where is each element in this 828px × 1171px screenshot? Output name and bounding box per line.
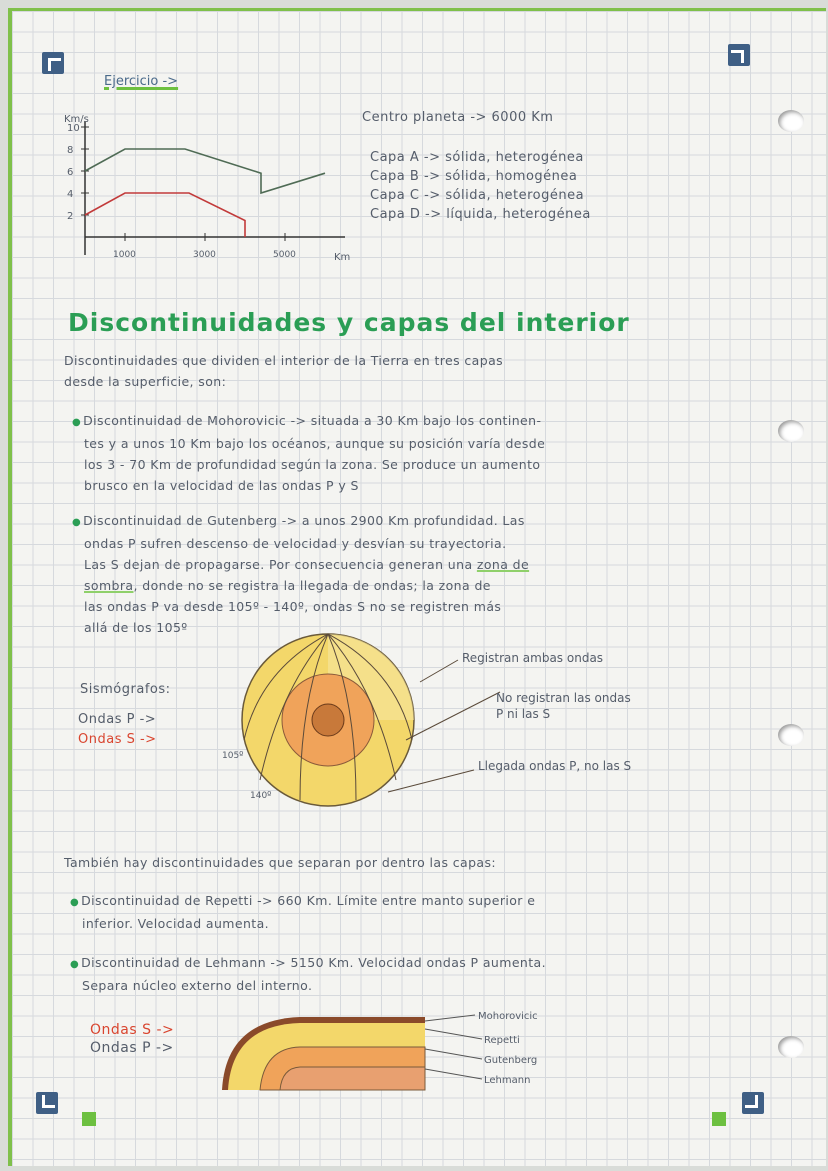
- layers-section-diagram: [220, 1005, 600, 1095]
- lehmann-paragraph: [70, 952, 546, 996]
- x-axis-label: Km: [334, 252, 351, 263]
- punch-hole: [778, 1036, 804, 1058]
- earth-shadow-zone-diagram: [220, 630, 780, 810]
- center-note: Centro planeta -> 6000 Km: [362, 110, 554, 125]
- corner-mark-icon: [36, 1092, 58, 1114]
- legend-s: Ondas S ->: [78, 732, 157, 747]
- text-line: allá de los 105º: [84, 620, 188, 635]
- legend-s-bottom: Ondas S ->: [90, 1022, 175, 1038]
- text-line: tes y a unos 10 Km bajo los océanos, aunque su posición varía desde: [84, 436, 546, 451]
- section-title: Discontinuidades y capas del interior: [68, 308, 630, 337]
- text-span: , donde no se registra la llegada de ondas; la zona de: [133, 578, 491, 593]
- highlight-sombra: sombra: [84, 578, 134, 593]
- text-line: [72, 410, 545, 433]
- corner-mark-icon: [728, 44, 750, 66]
- seismo-label: Sismógrafos:: [80, 682, 171, 697]
- corner-mark-icon: [742, 1092, 764, 1114]
- text-line: los 3 - 70 Km de profundidad según la zona. Se produce un aumento: [84, 457, 541, 472]
- legend-p-bottom: Ondas P ->: [90, 1040, 174, 1056]
- y-tick-label: 10: [67, 123, 80, 134]
- x-tick-label: 3000: [193, 250, 216, 260]
- text-line: brusco en la velocidad de las ondas P y S: [84, 478, 359, 493]
- text-line: Discontinuidades que dividen el interior de la Tierra en tres capas: [64, 353, 504, 368]
- text-line: Separa núcleo externo del interno.: [82, 978, 313, 993]
- highlight-zona: zona de: [476, 557, 530, 572]
- y-tick-label: 4: [67, 189, 74, 200]
- text-line: [72, 510, 529, 533]
- text-span: Las S dejan de propagarse. Por consecuencia generan una: [84, 557, 477, 572]
- corner-mark-icon: [42, 52, 64, 74]
- x-tick-label: 5000: [273, 250, 296, 260]
- text-line: ondas P sufren descenso de velocidad y desvían su trayectoria.: [84, 536, 507, 551]
- text-line: las ondas P va desde 105º - 140º, ondas S no se registren más: [84, 599, 502, 614]
- callout-both: Registran ambas ondas: [462, 651, 604, 665]
- layer-item: Capa A -> sólida, heterogénea: [370, 150, 584, 165]
- layer-item: Capa D -> líquida, heterogénea: [370, 207, 591, 222]
- punch-hole: [778, 724, 804, 746]
- exercise-heading: Ejercicio ->: [104, 74, 179, 89]
- also-intro: También hay discontinuidades que separan por dentro las capas:: [64, 855, 497, 870]
- text-line: [70, 890, 535, 913]
- green-square-icon: [82, 1112, 96, 1126]
- punch-hole: [778, 110, 804, 132]
- green-square-icon: [712, 1112, 726, 1126]
- text-line: [72, 554, 529, 575]
- callout-p-only: Llegada ondas P, no las S: [478, 759, 632, 773]
- text-line: [72, 575, 529, 596]
- label-mohorovicic: Mohorovicic: [478, 1011, 538, 1022]
- layer-item: Capa B -> sólida, homogénea: [370, 169, 578, 184]
- label-repetti: Repetti: [484, 1035, 520, 1046]
- y-axis-label: Km/s: [64, 114, 89, 125]
- layers-list: [370, 148, 591, 224]
- text-span: Discontinuidad de Repetti -> 660 Km. Límite entre manto superior e: [81, 893, 536, 908]
- callout-none-b: P ni las S: [496, 707, 551, 721]
- velocity-chart: [50, 100, 360, 270]
- callout-none-a: No registran las ondas: [496, 691, 631, 705]
- text-line: [70, 952, 546, 975]
- text-line: inferior. Velocidad aumenta.: [82, 916, 270, 931]
- label-gutenberg: Gutenberg: [484, 1055, 538, 1066]
- layer-item: Capa C -> sólida, heterogénea: [370, 188, 585, 203]
- series-line-ondas-p: [85, 149, 325, 193]
- angle-140: 140º: [250, 791, 272, 801]
- text-line: desde la superficie, son:: [64, 374, 227, 389]
- x-tick-label: 1000: [113, 250, 136, 260]
- label-lehmann: Lehmann: [484, 1075, 531, 1086]
- legend-p: Ondas P ->: [78, 712, 157, 727]
- intro-paragraph: [64, 350, 503, 392]
- y-tick-label: 6: [67, 167, 74, 178]
- y-tick-label: 8: [67, 145, 74, 156]
- gutenberg-paragraph: [72, 510, 529, 638]
- repetti-paragraph: [70, 890, 535, 934]
- y-tick-label: 2: [67, 211, 74, 222]
- moho-paragraph: [72, 410, 545, 496]
- punch-hole: [778, 420, 804, 442]
- text-span: Discontinuidad de Gutenberg -> a unos 2900 Km profundidad. Las: [83, 513, 525, 528]
- angle-105: 105º: [222, 751, 244, 761]
- series-line-ondas-s: [85, 193, 245, 237]
- text-span: Discontinuidad de Mohorovicic -> situada a 30 Km bajo los continen-: [83, 413, 542, 428]
- text-span: Discontinuidad de Lehmann -> 5150 Km. Velocidad ondas P aumenta.: [81, 955, 546, 970]
